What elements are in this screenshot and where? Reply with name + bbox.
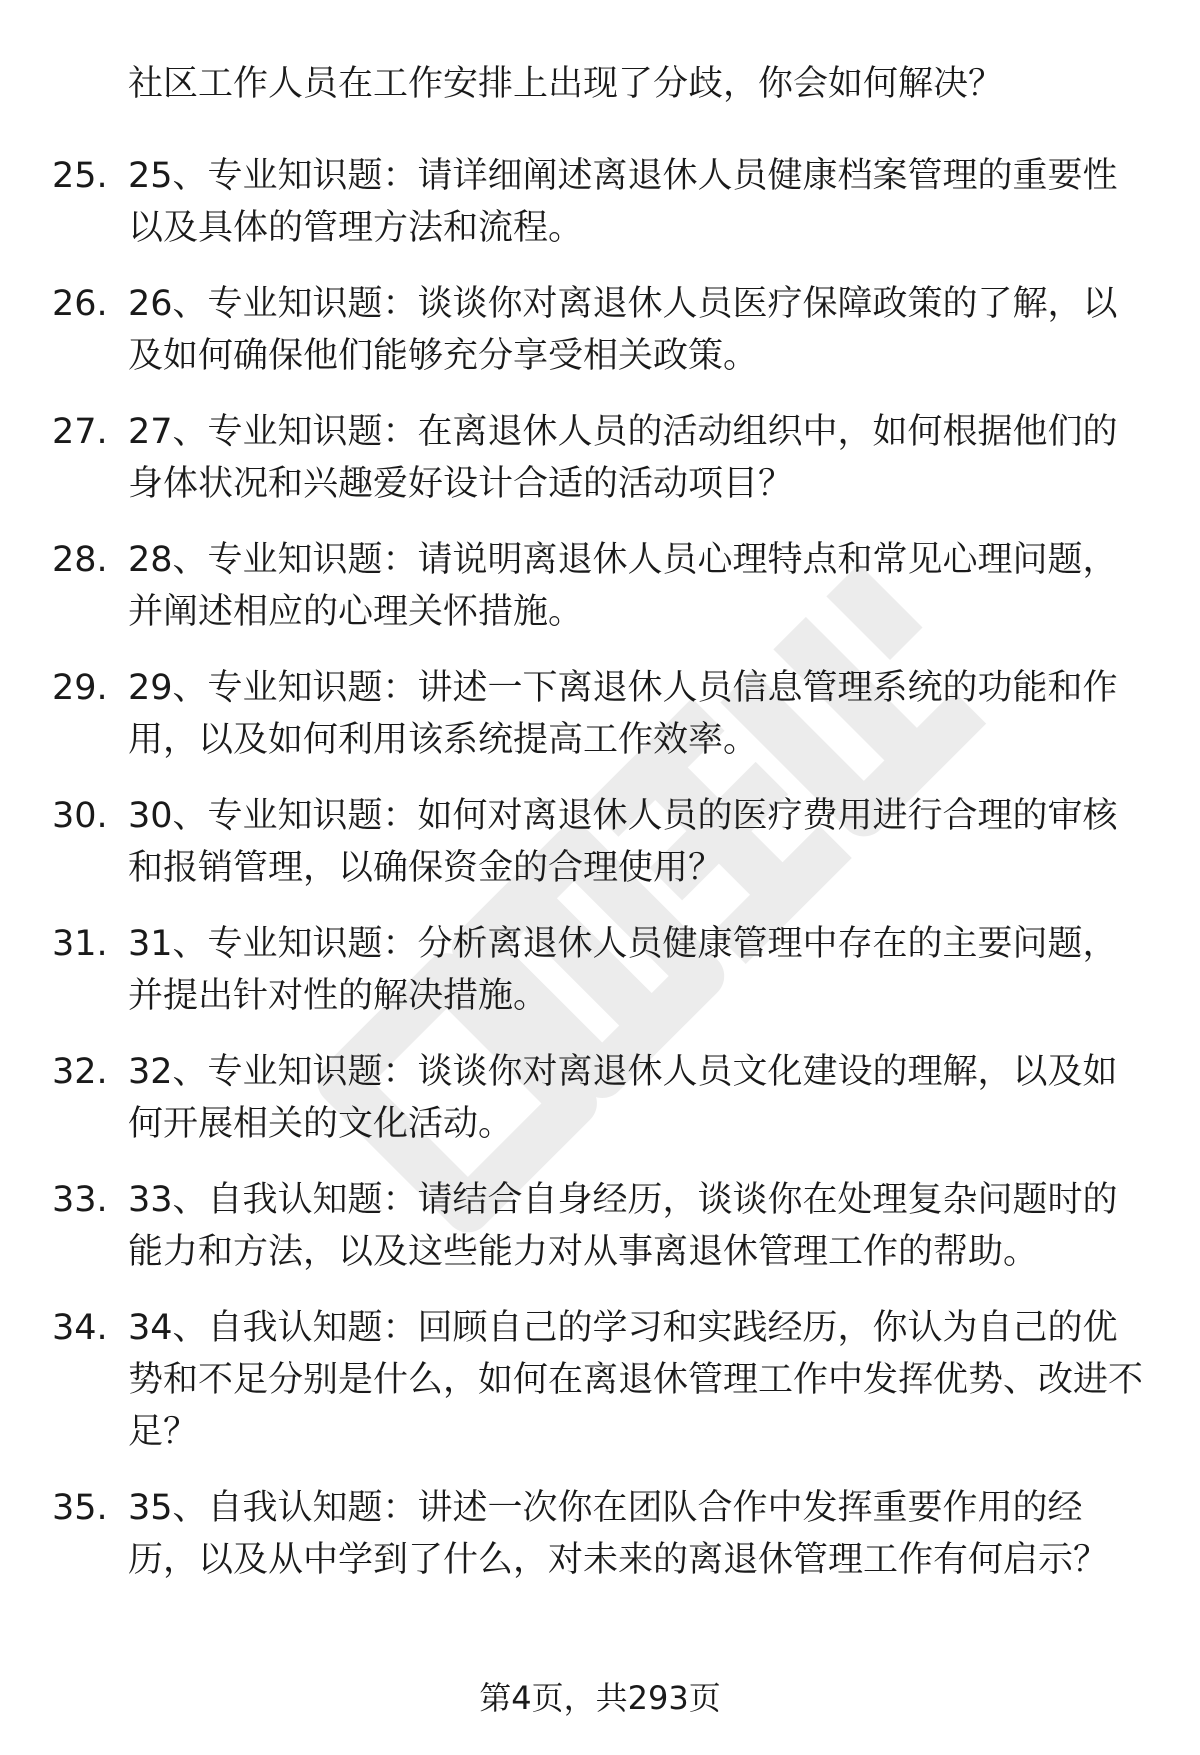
question-number: 28.	[52, 540, 108, 580]
list-item	[0, 534, 1200, 638]
question-text: 28、专业知识题：请说明离退休人员心理特点和常见心理问题，并阐述相应的心理关怀措施。	[128, 540, 1118, 632]
question-number: 35.	[52, 1488, 108, 1528]
question-number: 33.	[52, 1180, 108, 1220]
list-item	[0, 150, 1200, 254]
list-item	[0, 918, 1200, 1022]
question-number: 31.	[52, 924, 108, 964]
question-number: 30.	[52, 796, 108, 836]
list-item	[0, 1482, 1200, 1586]
list-item	[0, 1046, 1200, 1150]
question-text: 35、自我认知题：讲述一次你在团队合作中发挥重要作用的经历，以及从中学到了什么，对未来的离退休管理工作有何启示？	[128, 1488, 1109, 1580]
question-number: 29.	[52, 668, 108, 708]
question-number: 32.	[52, 1052, 108, 1092]
question-number: 34.	[52, 1308, 108, 1348]
question-text: 30、专业知识题：如何对离退休人员的医疗费用进行合理的审核和报销管理，以确保资金的合理使用？	[128, 796, 1118, 888]
question-text: 31、专业知识题：分析离退休人员健康管理中存在的主要问题，并提出针对性的解决措施。	[128, 924, 1118, 1016]
question-text: 34、自我认知题：回顾自己的学习和实践经历，你认为自己的优势和不足分别是什么，如何在离退休管理工作中发挥优势、改进不足？	[128, 1308, 1144, 1452]
question-number: 25.	[52, 156, 108, 196]
list-item	[0, 1174, 1200, 1278]
list-item	[0, 790, 1200, 894]
list-item	[0, 1302, 1200, 1458]
question-text: 25、专业知识题：请详细阐述离退休人员健康档案管理的重要性以及具体的管理方法和流程。	[128, 156, 1118, 248]
list-item	[0, 406, 1200, 510]
question-text: 29、专业知识题：讲述一下离退休人员信息管理系统的功能和作用，以及如何利用该系统提高工作效率。	[128, 668, 1118, 760]
question-number: 26.	[52, 284, 108, 324]
page-footer: 第4页，共293页	[479, 1679, 721, 1717]
question-text: 32、专业知识题：谈谈你对离退休人员文化建设的理解，以及如何开展相关的文化活动。	[128, 1052, 1118, 1144]
list-item	[0, 662, 1200, 766]
question-text: 33、自我认知题：请结合自身经历，谈谈你在处理复杂问题时的能力和方法，以及这些能力对从事离退休管理工作的帮助。	[128, 1180, 1118, 1272]
question-number: 27.	[52, 412, 108, 452]
list-item	[0, 278, 1200, 382]
question-text: 26、专业知识题：谈谈你对离退休人员医疗保障政策的了解，以及如何确保他们能够充分享受相关政策。	[128, 284, 1118, 376]
continuation-text: 社区工作人员在工作安排上出现了分歧，你会如何解决？	[128, 64, 1004, 104]
question-list	[0, 150, 1200, 1610]
question-text: 27、专业知识题：在离退休人员的活动组织中，如何根据他们的身体状况和兴趣爱好设计合适的活动项目？	[128, 412, 1118, 504]
